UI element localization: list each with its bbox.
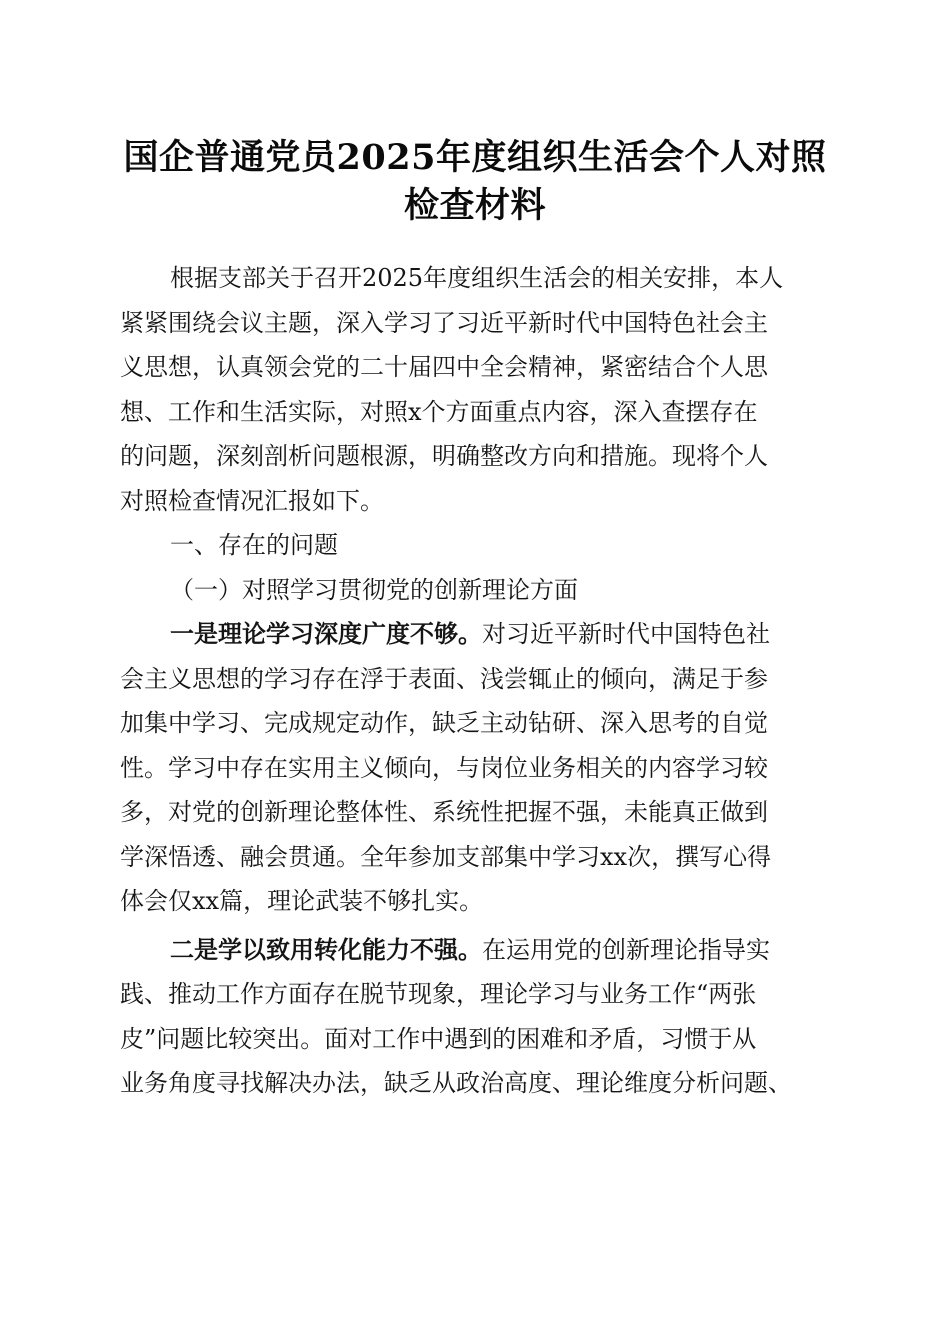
paragraph-line — [120, 928, 832, 973]
paragraph-lead: 二是学以致用转化能力不强。 — [170, 934, 482, 964]
paragraph-line: 体会仅xx篇，理论武装不够扎实。 — [120, 887, 484, 915]
intro-line: 想、工作和生活实际，对照x个方面重点内容，深入查摆存在 — [120, 397, 758, 426]
paragraph-line — [120, 612, 832, 657]
paragraph-line: 性。学习中存在实用主义倾向，与岗位业务相关的内容学习较 — [120, 753, 768, 782]
paragraph-line: 皮”问题比较突出。面对工作中遇到的困难和矛盾，习惯于从 — [120, 1024, 757, 1053]
paragraph-line: 学深悟透、融会贯通。全年参加支部集中学习xx次，撰写心得 — [120, 842, 772, 871]
intro-line: 对照检查情况汇报如下。 — [120, 486, 384, 515]
paragraph-2 — [120, 928, 832, 1106]
paragraph-line: 业务角度寻找解决办法，缺乏从政治高度、理论维度分析问题、 — [120, 1069, 792, 1097]
paragraph-line: 多，对党的创新理论整体性、系统性把握不强，未能真正做到 — [120, 798, 768, 826]
intro-paragraph — [120, 256, 832, 523]
intro-line: 义思想，认真领会党的二十届四中全会精神，紧密结合个人思 — [120, 353, 768, 381]
section-subheading: （一）对照学习贯彻党的创新理论方面 — [170, 575, 578, 604]
paragraph-line: 加集中学习、完成规定动作，缺乏主动钻研、深入思考的自觉 — [120, 709, 768, 737]
paragraph-line: 会主义思想的学习存在浮于表面、浅尝辄止的倾向，满足于参 — [120, 664, 768, 693]
paragraph-line: 践、推动工作方面存在脱节现象，理论学习与业务工作“两张 — [120, 980, 757, 1008]
document-title — [90, 134, 860, 230]
paragraph-1 — [120, 612, 832, 924]
intro-line: 的问题，深刻剖析问题根源，明确整改方向和措施。现将个人 — [120, 442, 768, 470]
paragraph-text: 在运用党的创新理论指导实 — [482, 935, 770, 964]
intro-line: 紧紧围绕会议主题，深入学习了习近平新时代中国特色社会主 — [120, 308, 768, 337]
paragraph-lead: 一是理论学习深度广度不够。 — [170, 619, 482, 648]
section-heading: 一、存在的问题 — [170, 531, 338, 559]
intro-line: 根据支部关于召开2025年度组织生活会的相关安排，本人 — [170, 264, 784, 292]
paragraph-text: 对习近平新时代中国特色社 — [482, 620, 770, 648]
title-line-2: 检查材料 — [403, 185, 546, 226]
document-body — [120, 256, 832, 1106]
title-line-1: 国企普通党员2025年度组织生活会个人对照 — [123, 137, 827, 178]
